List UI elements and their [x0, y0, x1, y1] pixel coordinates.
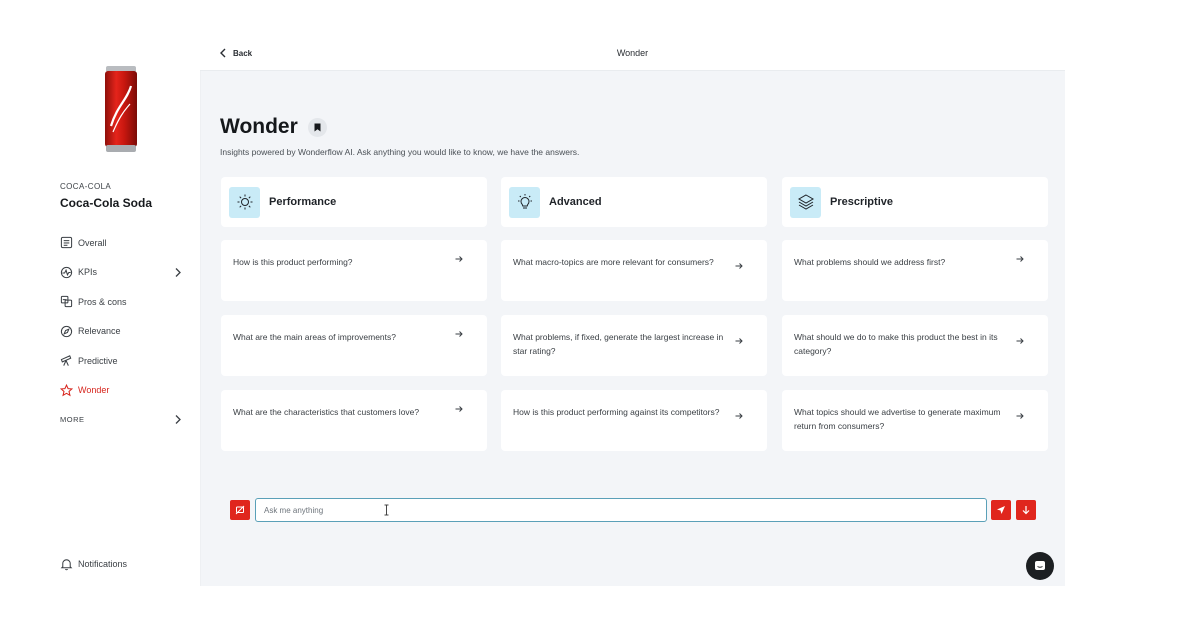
question-text: What macro-topics are more relevant for consumers? — [513, 257, 714, 267]
main-content — [200, 71, 1065, 586]
sidebar-more-label: MORE — [60, 415, 85, 424]
question-text: What topics should we advertise to generate maximum return from consumers? — [794, 407, 1001, 431]
question-card[interactable] — [221, 315, 487, 376]
sidebar-item-wonder[interactable] — [60, 376, 185, 406]
scroll-down-button[interactable] — [1016, 500, 1036, 520]
question-card[interactable] — [221, 240, 487, 301]
arrow-right-icon — [1016, 255, 1024, 263]
question-text: How is this product performing against its competitors? — [513, 407, 720, 417]
sidebar-item-overall[interactable] — [60, 228, 185, 258]
question-card[interactable] — [221, 390, 487, 451]
chevron-right-icon — [174, 414, 182, 425]
overview-icon — [60, 236, 73, 249]
page-subtitle: Insights powered by Wonderflow AI. Ask anything you would like to know, we have the answers. — [220, 147, 580, 157]
sidebar-item-kpis[interactable] — [60, 258, 185, 288]
arrow-right-icon — [1016, 412, 1024, 420]
activity-icon — [60, 266, 73, 279]
star-icon — [60, 384, 73, 397]
arrow-right-icon — [455, 405, 463, 413]
text-cursor-icon — [384, 504, 389, 516]
bookmark-button[interactable] — [308, 118, 327, 137]
title-row — [220, 115, 327, 139]
sidebar-item-label: Wonder — [78, 385, 110, 396]
bookmark-icon — [314, 123, 321, 132]
telescope-icon — [60, 354, 73, 367]
question-card[interactable] — [501, 315, 767, 376]
compass-icon — [60, 325, 73, 338]
page-title: Wonder — [220, 115, 298, 138]
ask-input[interactable] — [255, 498, 987, 522]
column-header-advanced — [501, 177, 767, 227]
question-text: How is this product performing? — [233, 257, 353, 267]
top-bar-title: Wonder — [616, 48, 649, 58]
send-button[interactable] — [991, 500, 1011, 520]
ask-bar — [230, 498, 1038, 522]
sidebar-item-notifications[interactable] — [60, 557, 127, 571]
sidebar-item-relevance[interactable] — [60, 317, 185, 347]
question-text: What problems, if fixed, generate the largest increase in star rating? — [513, 332, 724, 356]
sidebar — [0, 0, 200, 627]
question-text: What are the characteristics that customers love? — [233, 407, 420, 417]
product-brand: COCA-COLA — [60, 182, 112, 191]
clear-chat-button[interactable] — [230, 500, 250, 520]
support-chat-button[interactable] — [1026, 552, 1054, 580]
sidebar-item-label: KPIs — [78, 267, 98, 278]
notifications-label: Notifications — [78, 559, 128, 569]
sidebar-item-predictive[interactable] — [60, 346, 185, 376]
arrow-down-icon — [1021, 505, 1031, 515]
chevron-right-icon — [174, 267, 182, 278]
sidebar-item-more[interactable] — [60, 405, 185, 434]
question-card[interactable] — [501, 390, 767, 451]
column-label: Performance — [269, 196, 337, 208]
question-text: What should we do to make this product the best in its category? — [794, 332, 998, 356]
arrow-right-icon — [735, 412, 743, 420]
question-card[interactable] — [782, 390, 1048, 451]
sidebar-item-label: Relevance — [78, 326, 121, 337]
arrow-right-icon — [455, 255, 463, 263]
arrow-right-icon — [1016, 337, 1024, 345]
arrow-right-icon — [735, 337, 743, 345]
arrow-right-icon — [455, 330, 463, 338]
top-bar — [200, 36, 1065, 71]
back-label: Back — [233, 48, 253, 58]
sun-icon — [229, 187, 260, 218]
question-text: What problems should we address first? — [794, 257, 946, 267]
arrow-right-icon — [735, 262, 743, 270]
sidebar-nav — [60, 228, 185, 434]
chat-off-icon — [235, 505, 245, 515]
thumbs-icon — [60, 295, 73, 308]
chat-icon — [1034, 560, 1046, 572]
column-header-performance — [221, 177, 487, 227]
send-icon — [996, 505, 1006, 515]
sidebar-item-pros-cons[interactable] — [60, 287, 185, 317]
product-name: Coca-Cola Soda — [60, 196, 153, 210]
question-card[interactable] — [782, 240, 1048, 301]
question-text: What are the main areas of improvements? — [233, 332, 396, 342]
column-label: Advanced — [549, 196, 602, 208]
sidebar-item-label: Pros & cons — [78, 296, 127, 307]
coca-cola-can-image — [103, 66, 139, 152]
sidebar-item-label: Overall — [78, 237, 107, 248]
lightbulb-icon — [509, 187, 540, 218]
column-label: Prescriptive — [830, 196, 893, 208]
bell-icon — [60, 557, 73, 571]
column-header-prescriptive — [782, 177, 1048, 227]
sidebar-item-label: Predictive — [78, 355, 118, 366]
question-card[interactable] — [782, 315, 1048, 376]
question-card[interactable] — [501, 240, 767, 301]
layers-icon — [790, 187, 821, 218]
